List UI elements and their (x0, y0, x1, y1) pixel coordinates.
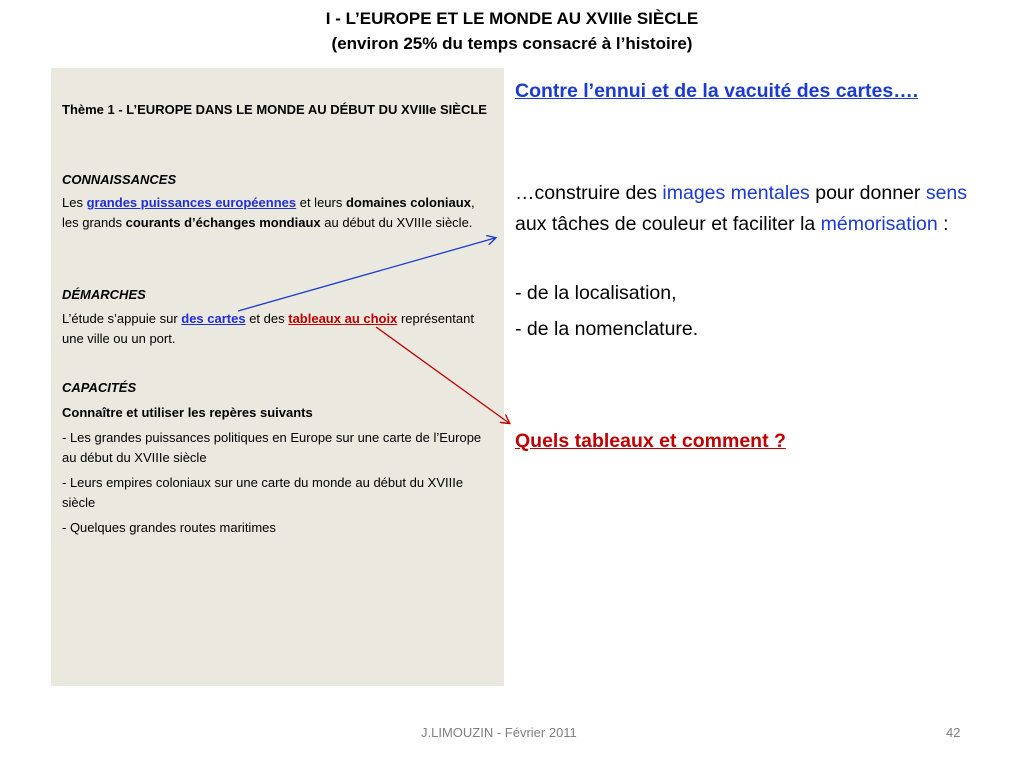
right-highlight-sens: sens (925, 182, 968, 204)
conn-highlight-puissances: grandes puissances européennes (86, 195, 297, 210)
right-highlight-memorisation: mémorisation (820, 213, 938, 235)
right-text-1: …construire des (515, 182, 663, 204)
capacites-item-1: - Les grandes puissances politiques en Europe sur une carte de l’Europe au début du XVIIIe siècle (62, 430, 482, 465)
right-highlight-images: images mentales (662, 182, 810, 204)
conn-text-2: et leurs (296, 195, 346, 210)
dem-highlight-cartes: des cartes (181, 311, 246, 326)
demarches-text (62, 309, 492, 349)
page-number: 42 (946, 725, 961, 740)
right-text-2: pour donner (809, 182, 926, 204)
right-text-4: : (937, 213, 949, 235)
conn-bold-domaines: domaines coloniaux (345, 195, 471, 210)
title-line-1: I - L’EUROPE ET LE MONDE AU XVIIIe SIÈCLE (325, 9, 699, 28)
dem-text-3: représentant une ville ou un port. (62, 311, 474, 346)
dem-highlight-tableaux: tableaux au choix (288, 311, 398, 326)
theme-heading: Thème 1 - L’EUROPE DANS LE MONDE AU DÉBUT DU XVIIIe SIÈCLE (62, 102, 487, 117)
capacites-item-2: - Leurs empires coloniaux sur une carte du monde au début du XVIIIe siècle (62, 475, 464, 510)
demarches-heading: DÉMARCHES (62, 287, 146, 302)
program-panel (51, 68, 504, 686)
right-text-3: aux tâches de couleur et faciliter la (515, 213, 821, 235)
right-heading: Contre l’ennui et de la vacuité des cartes…. (515, 80, 919, 102)
connaissances-heading: CONNAISSANCES (62, 172, 177, 187)
title-line-2: (environ 25% du temps consacré à l’histoire) (331, 34, 693, 53)
connaissances-text (62, 193, 492, 233)
right-item-nomenclature: - de la nomenclature. (515, 318, 699, 340)
capacites-subheading: Connaître et utiliser les repères suivants (62, 405, 313, 420)
footer-author: J.LIMOUZIN - Février 2011 (421, 725, 577, 740)
dem-text-1: L’étude s’appuie sur (62, 311, 182, 326)
conn-bold-courants: courants d’échanges mondiaux (125, 215, 321, 230)
dem-text-2: et des (245, 311, 289, 326)
right-paragraph (515, 178, 985, 240)
conn-text-4: au début du XVIIIe siècle. (320, 215, 473, 230)
capacites-item-3: - Quelques grandes routes maritimes (62, 520, 276, 535)
right-question: Quels tableaux et comment ? (515, 430, 786, 452)
right-item-localisation: - de la localisation, (515, 282, 677, 304)
capacites-heading: CAPACITÉS (62, 380, 137, 395)
conn-text-3: , les grands (62, 195, 475, 230)
conn-text-1: Les (62, 195, 87, 210)
slide-title (0, 6, 1024, 56)
